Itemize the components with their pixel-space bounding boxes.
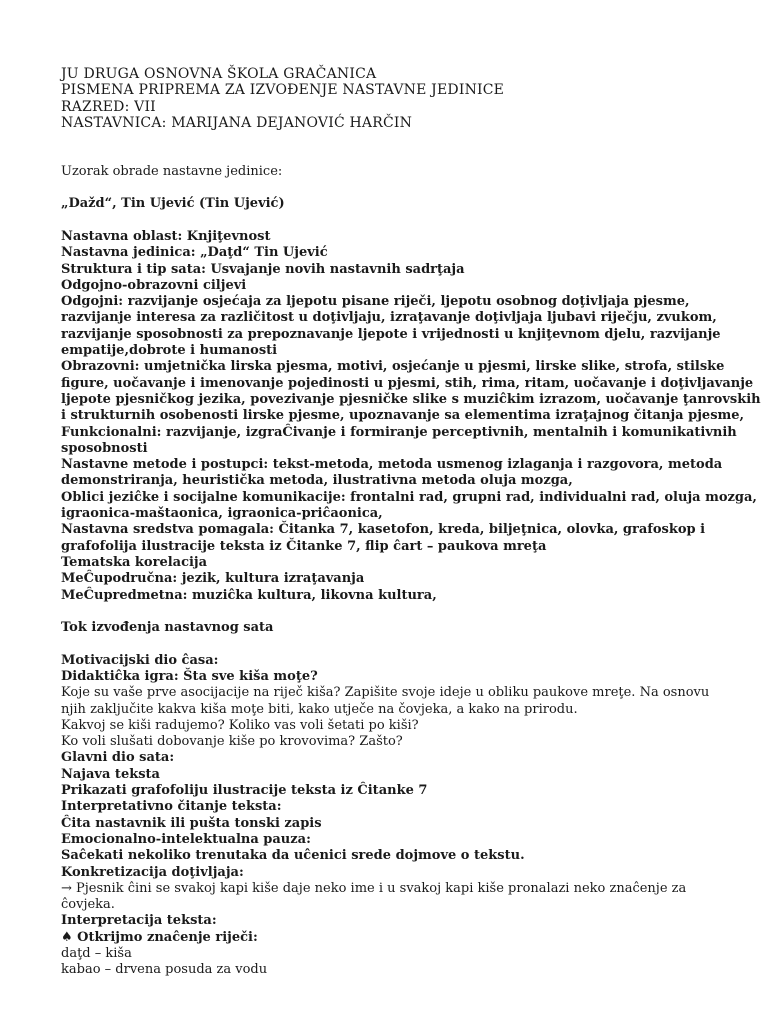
plan-line: Obrazovni: umjetnička lirska pjesma, motivi, osjećanje u pjesmi, lirske slike, strofa, stilske — [61, 359, 725, 375]
course-line: Interpretativno čitanje teksta: — [61, 799, 282, 815]
spacer — [61, 636, 721, 652]
course-line: Motivacijski dio ĉasa: — [61, 652, 219, 668]
grade-line: RAZRED: VII — [61, 98, 156, 115]
plan-line: razvijanje sposobnosti za prepoznavanje ljepote i vrijednosti u knjiţevnom djelu, razvijanje — [61, 326, 721, 342]
course-line: Interpretacija teksta: — [61, 913, 217, 929]
course-heading: Tok izvođenja nastavnog sata — [61, 620, 274, 636]
course-line: Najava teksta — [61, 766, 160, 782]
course-line: ♠ Otkrijmo znaĉenje riječi: — [61, 929, 258, 945]
spacer — [61, 131, 721, 147]
plan-line: igraonica-maštaonica, igraonica-priĉaonica, — [61, 506, 383, 522]
course-line: Saĉekati nekoliko trenutaka da uĉenici srede dojmove o tekstu. — [61, 848, 525, 864]
plan-line: razvijanje interesa za različitost u doţivljaju, izraţavanje doţivljaja ljubavi riječju, zvukom, — [61, 310, 717, 326]
plan-line: ljepote pjesničkog jezika, povezivanje pjesničke slike s muziĉkim izrazom, uočavanje ţanrovskih — [61, 391, 761, 407]
course-line: → Pjesnik ĉini se svakoj kapi kiše daje neko ime i u svakoj kapi kiše pronalazi neko znaĉenje za — [61, 880, 687, 896]
course-line: Emocionalno-intelektualna pauza: — [61, 831, 311, 847]
course-line: Ĉita nastavnik ili pušta tonski zapis — [61, 815, 322, 831]
course-line: Didaktiĉka igra: Šta sve kiša moţe? — [61, 668, 318, 684]
course-line: njih zaključite kakva kiša moţe biti, kako utječe na čovjeka, a kako na prirodu. — [61, 701, 578, 717]
plan-line: Odgojno-obrazovni ciljevi — [61, 277, 247, 293]
plan-line: Nastavna jedinica: „Daţd“ Tin Ujević — [61, 245, 328, 261]
lesson-course — [61, 653, 721, 979]
spacer — [61, 604, 721, 620]
plan-line: empatije,dobrote i humanosti — [61, 343, 278, 359]
course-line: Prikazati grafofoliju ilustracije teksta iz Ĉitanke 7 — [61, 783, 428, 799]
plan-line: grafofolija ilustracije teksta iz Čitanke 7, flip ĉart – paukova mreţa — [61, 538, 547, 554]
teacher-line: NASTAVNICA: MARIJANA DEJANOVIĆ HARČIN — [61, 114, 413, 131]
course-line: kabao – drvena posuda za vodu — [61, 962, 268, 978]
plan-line: Nastavna sredstva pomagala: Čitanka 7, kasetofon, kreda, biljeţnica, olovka, grafoskop i — [61, 522, 706, 538]
lesson-plan — [61, 228, 761, 604]
plan-line: Funkcionalni: razvijanje, izgraĈivanje i formiranje perceptivnih, mentalnih i komunikativnih — [61, 424, 737, 440]
plan-line: MeĈupodručna: jezik, kultura izraţavanja — [61, 571, 365, 587]
spacer — [61, 147, 721, 163]
plan-line: i strukturnih osobenosti lirske pjesme, upoznavanje sa elementima izraţajnog čitanja pjesme, — [61, 408, 745, 424]
course-line: daţd – kiša — [61, 946, 132, 962]
course-line: Kakvoj se kiši radujemo? Koliko vas voli šetati po kiši? — [61, 717, 419, 733]
plan-line: figure, uočavanje i imenovanje pojedinosti u pjesmi, stih, rima, ritam, uočavanje i doţivljavanje — [61, 375, 754, 391]
plan-line: Struktura i tip sata: Usvajanje novih nastavnih sadrţaja — [61, 261, 465, 277]
course-line: ĉovjeka. — [61, 897, 115, 913]
course-line: Koje su vaše prve asocijacije na riječ kiša? Zapišite svoje ideje u obliku paukove mreţe. Na osnovu — [61, 685, 710, 701]
plan-line: demonstriranja, heuristička metoda, ilustrativna metoda oluja mozga, — [61, 473, 573, 489]
intro-text: Uzorak obrade nastavne jedinice: — [61, 163, 283, 179]
plan-line: Oblici jeziĉke i socijalne komunikacije: frontalni rad, grupni rad, individualni rad, oluja mozga, — [61, 489, 757, 505]
plan-line: Nastavna oblast: Knjiţevnost — [61, 228, 271, 244]
course-line: Konkretizacija doţivljaja: — [61, 864, 244, 880]
plan-line: MeĈupredmetna: muziĉka kultura, likovna kultura, — [61, 587, 437, 603]
course-line: Glavni dio sata: — [61, 750, 175, 766]
lesson-title: „Dažd“, Tin Ujević (Tin Ujević) — [61, 196, 285, 212]
plan-line: sposobnosti — [61, 440, 148, 456]
spacer — [61, 213, 721, 229]
document-page — [61, 66, 761, 979]
school-name: JU DRUGA OSNOVNA ŠKOLA GRAČANICA — [61, 66, 377, 82]
plan-line: Tematska korelacija — [61, 554, 208, 570]
course-line: Ko voli slušati dobovanje kiše po krovovima? Zašto? — [61, 734, 403, 750]
spacer — [61, 180, 721, 196]
document-title: PISMENA PRIPREMA ZA IZVOĐENJE NASTAVNE JEDINICE — [61, 82, 505, 99]
plan-line: Nastavne metode i postupci: tekst-metoda, metoda usmenog izlaganja i razgovora, metoda — [61, 457, 723, 473]
plan-line: Odgojni: razvijanje osjećaja za ljepotu pisane riječi, ljepotu osobnog doţivljaja pjesme, — [61, 294, 690, 310]
